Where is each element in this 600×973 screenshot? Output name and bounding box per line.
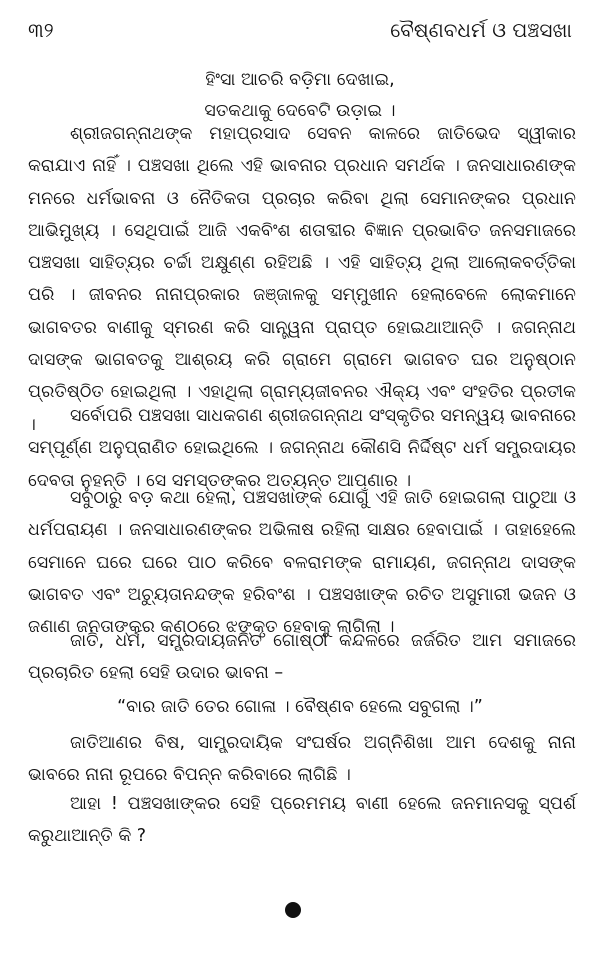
verse-line: ହିଂସା ଆଚରି ବଡ଼ିମା ଦେଖାଇ,	[205, 70, 395, 90]
running-title: ବୈଷ୍ଣବଧର୍ମ ଓ ପଞ୍ଚସଖା	[390, 18, 572, 42]
paragraph: ଜାତିଆଣର ବିଷ, ସାମ୍ପ୍ରଦାୟିକ ସଂଘର୍ଷର ଅଗ୍ନିଶିଖା ଆମ ଦେଶକୁ ନାନା ଭାବରେ ନାନା ରୂପରେ ବିପନ୍ନ କରିବାରେ ଲାଗିଛି ।	[28, 733, 576, 786]
page-number: ୩୨	[28, 18, 54, 42]
paragraph: ଆହା ! ପଞ୍ଚସଖାଙ୍କର ସେହି ପ୍ରେମମୟ ବାଣୀ ହେଲେ ଜନମାନସକୁ ସ୍ପର୍ଶ କରୁଥାଆନ୍ତି କି ?	[28, 794, 576, 847]
paragraph: ଶ୍ରୀଜଗନ୍ନାଥଙ୍କ ମହାପ୍ରସାଦ ସେବନ କାଳରେ ଜାତିଭେଦ ସ୍ୱୀକାର କରାଯାଏ ନାହିଁ । ପଞ୍ଚସଖା ଥିଲେ ଏହି ଭାବନାର ପ୍ରଧାନ ସମର୍ଥକ । ଜନସାଧାରଣଙ୍କ ମନରେ ଧର୍ମଭାବନା ଓ ନୈତିକତା ପ୍ରଚାର କରିବା ଥିଲା ସେମାନଙ୍କର ପ୍ରଧାନ ଆଭିମୁଖ୍ୟ । ସେଥିପାଇଁ ଆଜି ଏକବିଂଶ ଶତାବ୍ଦୀର ବିଜ୍ଞାନ ପ୍ରଭାବିତ ଜନସମାଜରେ ପଞ୍ଚସଖା ସାହିତ୍ୟର ଚର୍ଚ୍ଚା ଅକ୍ଷୁଣ୍ଣ ରହିଅଛି । ଏହି ସାହିତ୍ୟ ଥିଲା ଆଲୋକବର୍ତ୍ତିକା ପରି । ଜୀବନର ନାନାପ୍ରକାର ଜଞ୍ଜାଳକୁ ସମ୍ମୁଖୀନ ହେଲାବେଳେ ଲୋକମାନେ ଭାଗବତର ବାଣୀକୁ ସ୍ମରଣ କରି ସାନ୍ତ୍ୱନା ପ୍ରାପ୍ତ ହୋଇଥାଆନ୍ତି । ଜଗନ୍ନାଥ ଦାସଙ୍କ ଭାଗବତକୁ ଆଶ୍ରୟ କରି ଗ୍ରାମେ ଗ୍ରାମେ ଭାଗବତ ଘର ଅନୁଷ୍ଠାନ ପ୍ରତିଷ୍ଠିତ ହୋଇଥିଲା । ଏହାଥିଲା ଗ୍ରାମ୍ୟଜୀବନର ଐକ୍ୟ ଏବଂ ସଂହତିର ପ୍ରତୀକ ।	[28, 124, 576, 435]
block-quote: “ବାର ଜାତି ତେର ଗୋଳା । ବୈଷ୍ଣବ ହେଲେ ସବୁଗଲା ।”	[117, 697, 483, 717]
paragraph: ସର୍ବୋପରି ପଞ୍ଚସଖା ସାଧକଗଣ ଶ୍ରୀଜଗନ୍ନାଥ ସଂସ୍କୃତିର ସମନ୍ୱୟ ଭାବନାରେ ସମ୍ପୂର୍ଣ୍ଣ ଅନୁପ୍ରାଣିତ ହୋଇଥିଲେ । ଜଗନ୍ନାଥ କୌଣସି ନିର୍ଦ୍ଦିଷ୍ଟ ଧର୍ମ ସମ୍ପ୍ରଦାୟର ଦେବତା ନୁହନ୍ତି । ସେ ସମସ୍ତଙ୍କର ଅତ୍ୟନ୍ତ ଆପଣାର ।	[28, 406, 576, 491]
page-header	[28, 18, 572, 50]
end-ornament-icon	[285, 902, 301, 918]
verse-line: ସତକଥାକୁ ଦେବେଟି ଉଡ଼ାଇ ।	[204, 101, 396, 121]
paragraph: ସବୁଠାରୁ ବଡ଼ କଥା ହେଲା, ପଞ୍ଚସଖାଙ୍କ ଯୋଗୁଁ ଏହି ଜାତି ହୋଇଗଲା ପାଠୁଆ ଓ ଧର୍ମପରାୟଣ । ଜନସାଧାରଣଙ୍କର ଅଭିଳାଷ ରହିଲା ସାକ୍ଷର ହେବାପାଇଁ । ତାହାହେଲେ ସେମାନେ ଘରେ ଘରେ ପାଠ କରିବେ ବଳରାମଙ୍କ ରାମାୟଣ, ଜଗନ୍ନାଥ ଦାସଙ୍କ ଭାଗବତ ଏବଂ ଅଚ୍ୟୁତାନନ୍ଦଙ୍କ ହରିବଂଶ । ପଞ୍ଚସଖାଙ୍କ ରଚିତ ଅସୁମାରୀ ଭଜନ ଓ ଜଣାଣ ଜନତାଙ୍କର କଣ୍ଠରେ ଝଙ୍କୃତ ହେବାକୁ ଲାଗିଲା ।	[28, 488, 576, 638]
paragraph: ଜାତି, ଧର୍ମ, ସମ୍ପ୍ରଦାୟଜନିତ ଗୋଷ୍ଠୀ କନ୍ଦଳରେ ଜର୍ଜରିତ ଆମ ସମାଜରେ ପ୍ରଚାରିତ ହେଲା ସେହି ଉଦାର ଭାବନା –	[28, 631, 576, 684]
